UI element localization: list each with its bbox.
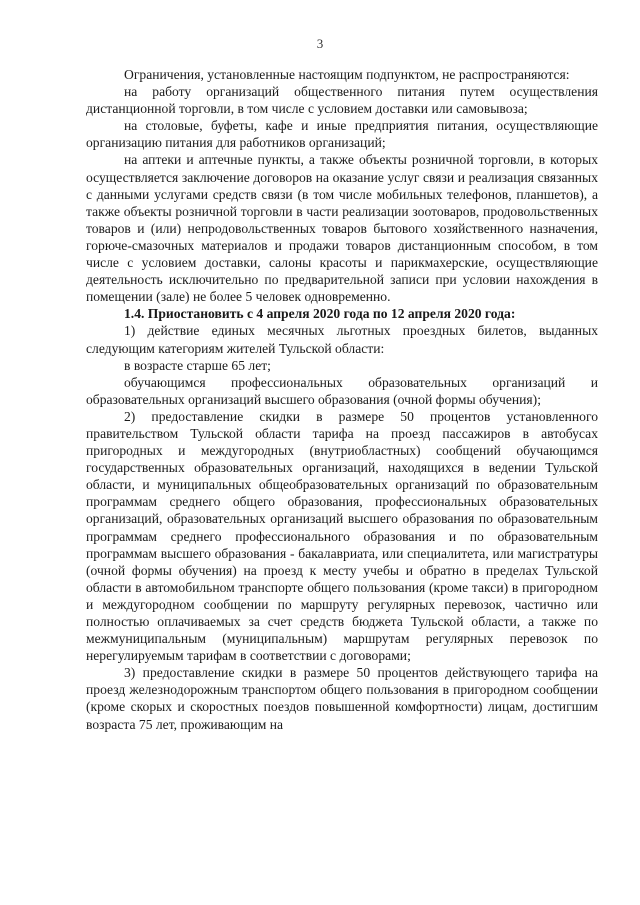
document-body [86,66,598,733]
page-number: 3 [316,36,324,51]
paragraph: обучающимся профессиональных образовательных организаций и образовательных организаций высшего образования (очной формы обучения); [86,374,598,407]
paragraph: 1) действие единых месячных льготных проездных билетов, выданных следующим категориям жителей Тульской области: [86,323,598,356]
paragraph: на столовые, буфеты, кафе и иные предприятия питания, осуществляющие организацию питания для работников организаций; [86,118,598,151]
paragraph: 2) предоставление скидки в размере 50 процентов установленного правительством Тульской области тарифа на проезд пассажиров в автобусах пригородных и междугородных (внутриобластных) сообщений обучающимся государственных образовательных организаций, находящихся в ведении Тульской области, и муниципальных общеобразовательных организаций по образовательным программам среднего общего образования, профессиональных образовательных организаций, образовательных организаций высшего образования по образовательным программам среднего профессионального образования и по образовательным программам высшего образования - бакалавриата, или специалитета, или магистратуры (очной формы обучения) на проезд к месту учебы и обратно в пределах Тульской области в автомобильном транспорте общего пользования (кроме такси) в пригородном и междугородном сообщении по маршруту регулярных перевозок, частично или полностью оплачиваемых за счет средств бюджета Тульской области, а также по межмуниципальным (муниципальным) маршрутам регулярных перевозок по нерегулируемым тарифам в соответствии с договорами; [86,408,598,664]
paragraph: в возрасте старше 65 лет; [124,357,271,373]
paragraph: на аптеки и аптечные пункты, а также объекты розничной торговли, в которых осуществляется заключение договоров на оказание услуг связи и реализация связанных с данными услугами средств связи (в том числе мобильных телефонов, планшетов), а также объекты розничной торговли в части реализации зоотоваров, продовольственных товаров и (или) непродовольственных товаров бытового хозяйственного назначения, горюче-смазочных материалов и продажи товаров дистанционным способом, в том числе с условием доставки, салоны красоты и парикмахерские, осуществляющие деятельность исключительно по предварительной записи при условии нахождения в помещении (зале) не более 5 человек одновременно. [86,152,598,305]
paragraph: на работу организаций общественного питания путем осуществления дистанционной торговли, в том числе с условием доставки или самовывоза; [86,84,598,117]
paragraph: Ограничения, установленные настоящим подпунктом, не распространяются: [124,67,570,82]
paragraph: 3) предоставление скидки в размере 50 процентов действующего тарифа на проезд железнодорожным транспортом общего пользования в пригородном сообщении (кроме скорых и скоростных поездов повышенной комфортности) лицам, достигшим возраста 75 лет, проживающим на [86,665,598,732]
section-heading: 1.4. Приостановить с 4 апреля 2020 года по 12 апреля 2020 года: [124,306,516,322]
